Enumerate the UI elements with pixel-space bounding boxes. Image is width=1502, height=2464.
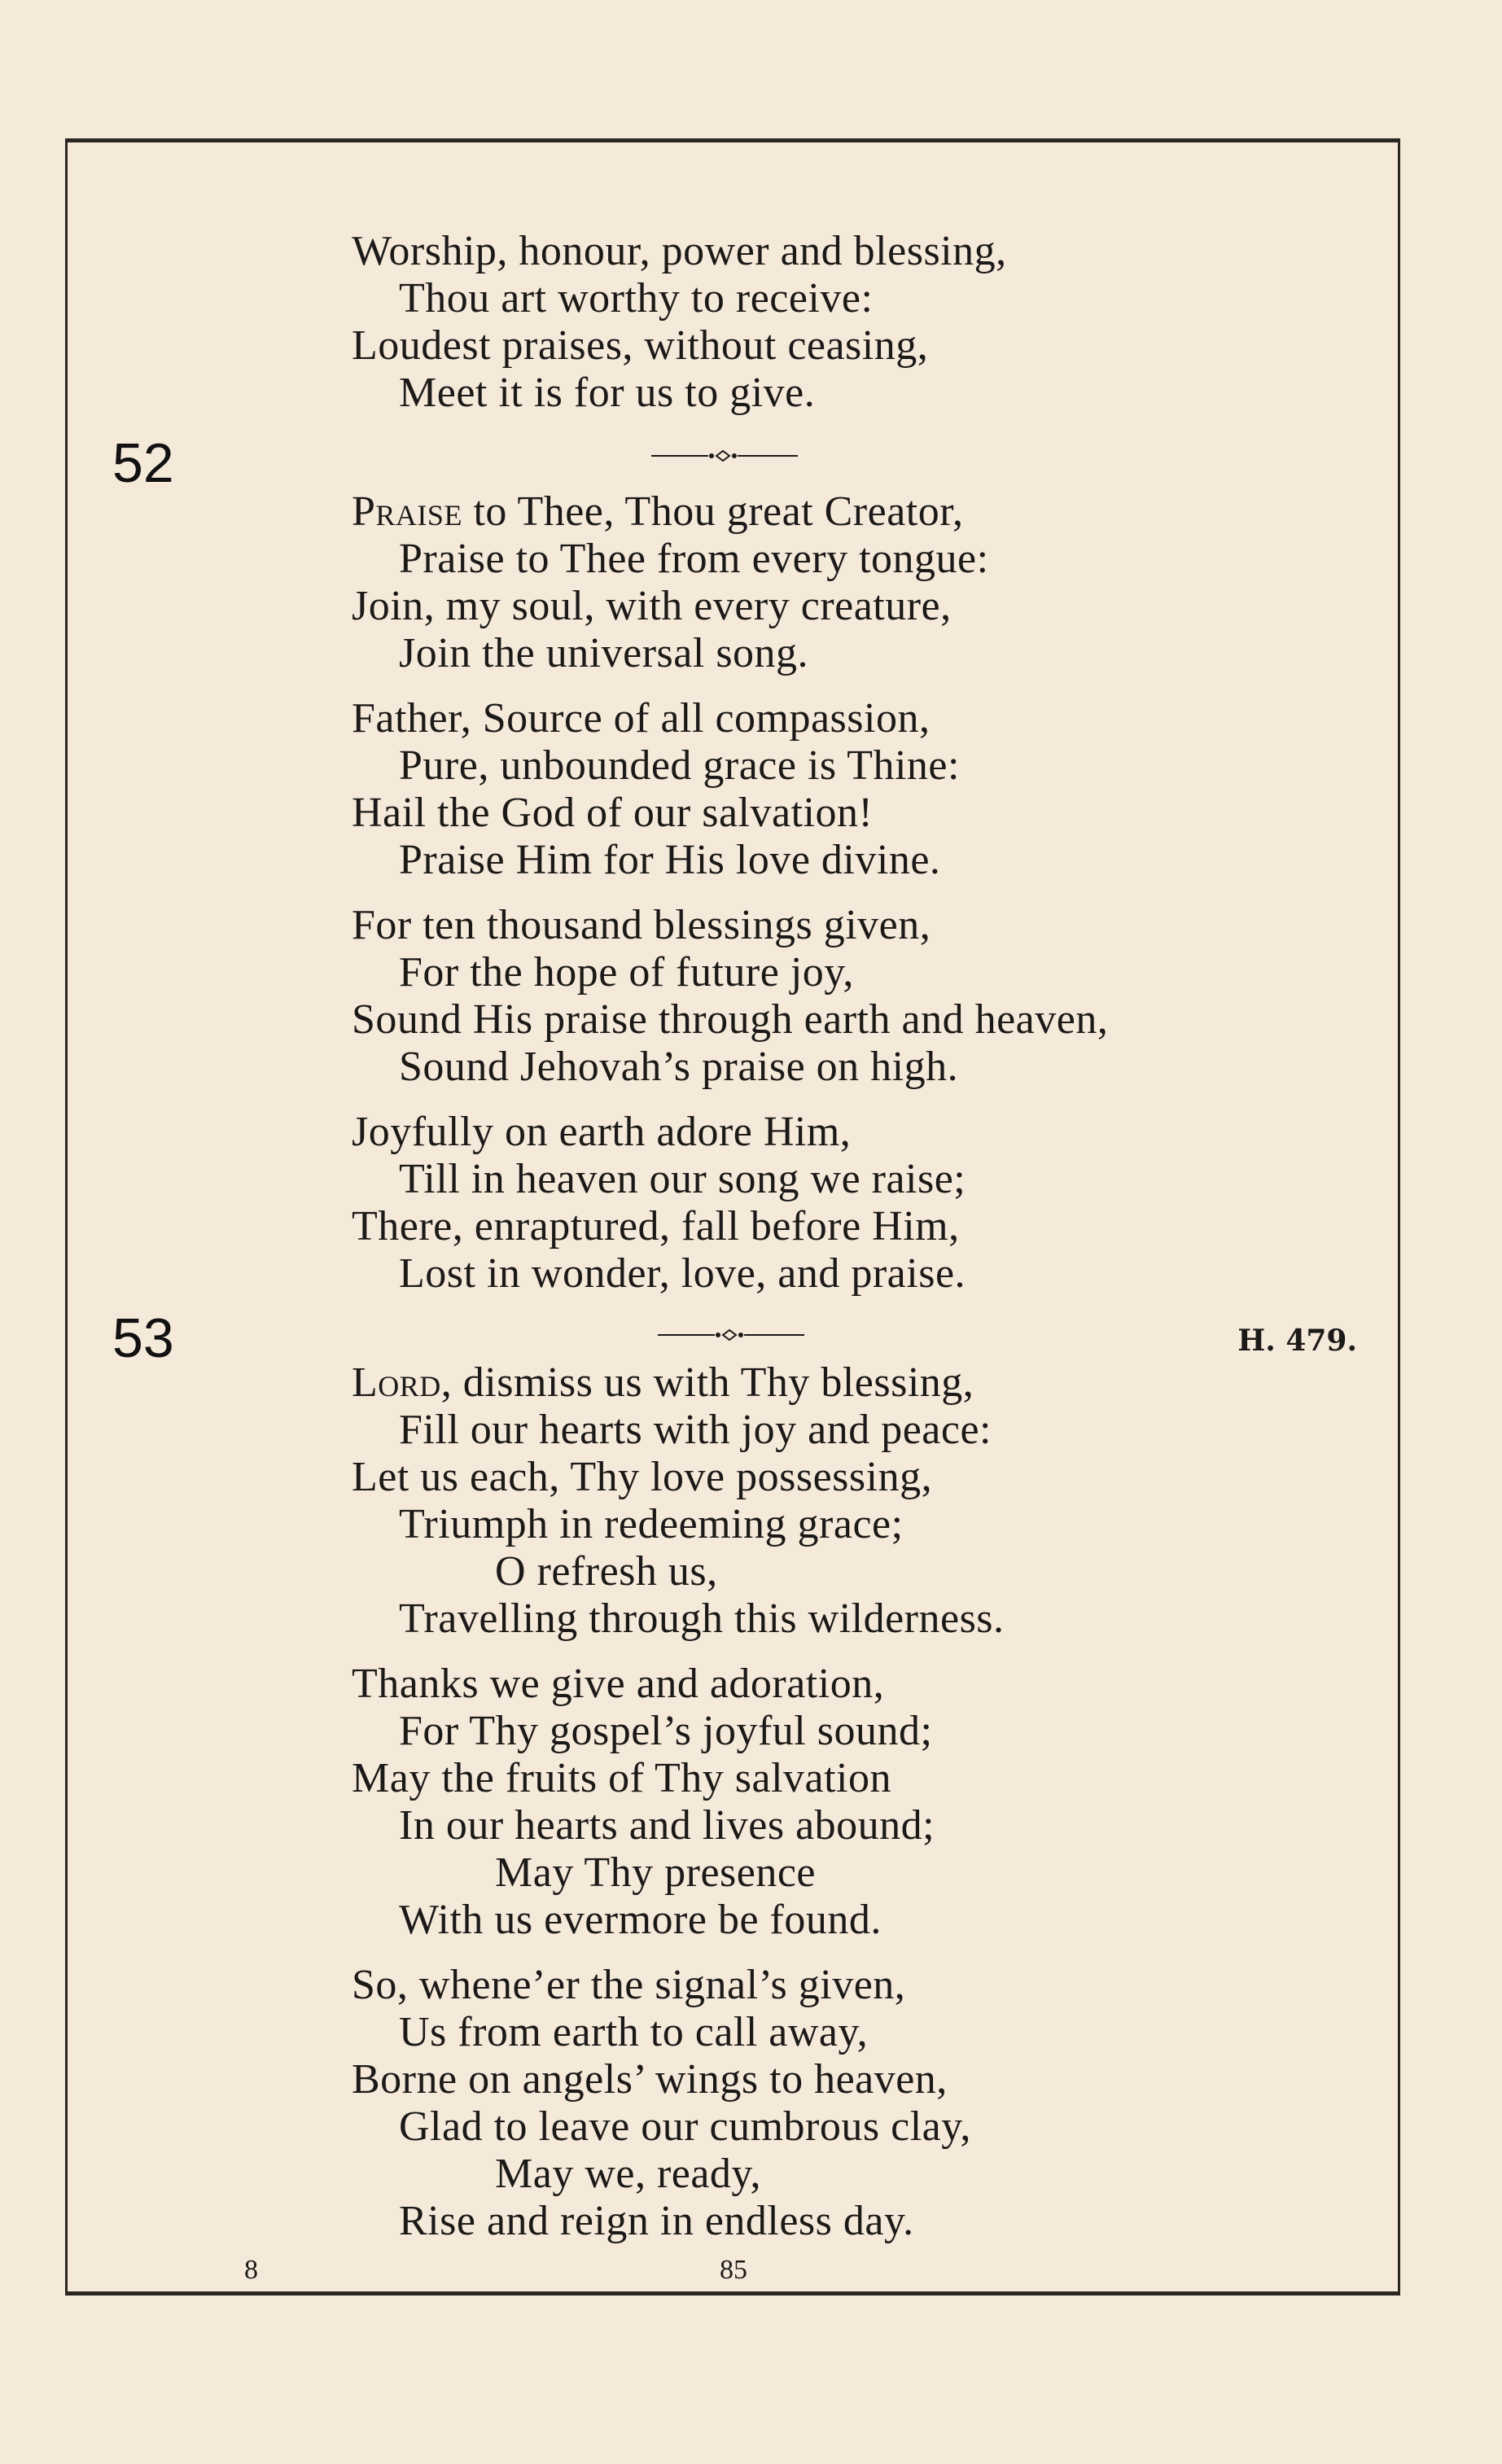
hymn-first-word: Lord xyxy=(352,1359,441,1406)
verse-line: Father, Source of all compassion, xyxy=(352,695,931,742)
verse-line: May we, ready, xyxy=(495,2151,762,2197)
verse-line: Join, my soul, with every creature, xyxy=(352,583,952,629)
verse-line: Travelling through this wilderness. xyxy=(399,1595,1005,1642)
hymn-52-text xyxy=(352,488,1329,1298)
verse-line: Joyfully on earth adore Him, xyxy=(352,1109,852,1155)
signature-mark: 8 xyxy=(244,2255,258,2285)
verse-line: O refresh us, xyxy=(495,1548,718,1595)
verse-line: For the hope of future joy, xyxy=(399,949,854,996)
verse-line: There, enraptured, fall before Him, xyxy=(352,1203,960,1250)
verse-line: Fill our hearts with joy and peace: xyxy=(399,1407,992,1453)
verse-line: Praise to Thee from every tongue: xyxy=(399,536,989,582)
verse-line: Pure, unbounded grace is Thine: xyxy=(399,742,960,789)
verse-line: For ten thousand blessings given, xyxy=(352,902,931,948)
section-divider xyxy=(651,446,798,470)
hymn-number-52: 52 xyxy=(112,432,174,494)
verse-line: Glad to leave our cumbrous clay, xyxy=(399,2103,971,2150)
verse-line: Praise Him for His love divine. xyxy=(399,837,941,883)
verse-line: May the fruits of Thy salvation xyxy=(352,1755,891,1801)
hymn-number-53: 53 xyxy=(112,1307,174,1369)
hymn-first-word: Praise xyxy=(352,488,462,535)
verse-line: Lost in wonder, love, and praise. xyxy=(399,1250,966,1297)
verse-line: Sound Jehovah’s praise on high. xyxy=(399,1044,959,1090)
verse-line: Triumph in redeeming grace; xyxy=(399,1501,904,1547)
verse-line: Borne on angels’ wings to heaven, xyxy=(352,2056,948,2103)
verse-line: May Thy presence xyxy=(495,1849,817,1896)
verse-line: Loudest praises, without ceasing, xyxy=(352,322,929,369)
verse-line-first xyxy=(352,1359,1329,1407)
first-line-rest: to Thee, Thou great Creator, xyxy=(462,488,964,535)
verse-line: Thanks we give and adoration, xyxy=(352,1661,885,1707)
verse-line: So, whene’er the signal’s given, xyxy=(352,1962,906,2008)
verse-line: Sound His praise through earth and heaven, xyxy=(352,996,1109,1043)
previous-hymn-ending xyxy=(352,228,1329,417)
verse-line: With us evermore be found. xyxy=(399,1897,882,1943)
verse-line: Worship, honour, power and blessing, xyxy=(352,228,1007,274)
section-divider xyxy=(658,1325,804,1350)
first-line-rest: , dismiss us with Thy blessing, xyxy=(440,1359,974,1406)
verse-line: Rise and reign in endless day. xyxy=(399,2198,914,2244)
verse-line: For Thy gospel’s joyful sound; xyxy=(399,1708,933,1754)
verse-line: Us from earth to call away, xyxy=(399,2009,869,2055)
verse-line: Hail the God of our salvation! xyxy=(352,790,874,836)
verse-line-first xyxy=(352,488,1329,536)
verse-line: Till in heaven our song we raise; xyxy=(399,1156,966,1202)
verse-line: Meet it is for us to give. xyxy=(399,370,816,416)
verse-line: Join the universal song. xyxy=(399,630,809,676)
page-number: 85 xyxy=(720,2255,747,2285)
verse-line: In our hearts and lives abound; xyxy=(399,1802,935,1849)
tune-reference: H. 479. xyxy=(1237,1324,1357,1358)
verse-line: Let us each, Thy love possessing, xyxy=(352,1454,933,1500)
hymn-53-text xyxy=(352,1359,1329,2245)
verse-line: Thou art worthy to receive: xyxy=(399,275,874,322)
